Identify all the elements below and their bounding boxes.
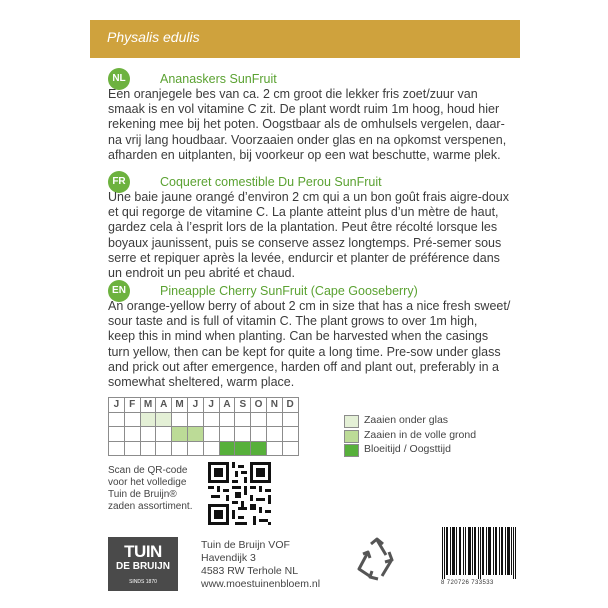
calendar-cell <box>251 441 267 456</box>
nl-line: smaak is en vol vitamine C zit. De plant wordt ruim 1m hoog, houd hier <box>108 102 500 117</box>
calendar-cell <box>187 441 203 456</box>
calendar-cell <box>282 427 298 442</box>
fr-line: et qui regorge de vitamine C. La plante atteint plus d’un mètre de haut, <box>108 205 499 220</box>
calendar-cell <box>282 441 298 456</box>
fr-title: Coqueret comestible Du Perou SunFruit <box>160 175 382 189</box>
legend-label: Bloeitijd / Oogsttijd <box>364 443 451 455</box>
latin-name: Physalis edulis <box>107 29 200 45</box>
en-description <box>108 299 522 390</box>
month-cell: J <box>109 398 125 413</box>
nl-line: afharden en uitplanten, bij voorkeur op een wat beschutte, warme plek. <box>108 147 501 162</box>
calendar-cell <box>219 427 235 442</box>
scan-line: Tuin de Bruijn® <box>108 489 177 500</box>
calendar-row <box>109 441 299 456</box>
fr-line: gardez cela à l’esprit lors de la plantation. Peut être récolté lorsque les <box>108 220 498 235</box>
scan-line: Scan de QR-code <box>108 465 188 476</box>
calendar-months-row <box>109 398 299 413</box>
fr-line: Une baie jaune orangé d’environ 2 cm qui a un bon goût frais aigre-doux <box>108 190 509 204</box>
month-cell: D <box>282 398 298 413</box>
nl-line: Een oranjegele bes van ca. 2 cm groot die lekker fris zoet/zuur van <box>108 87 478 101</box>
calendar-cell <box>219 412 235 427</box>
calendar-row <box>109 427 299 442</box>
calendar-cell <box>235 412 251 427</box>
logo-line-2: DE BRUIJN <box>116 561 170 572</box>
month-cell: F <box>124 398 140 413</box>
fr-line: boyaux jaunissent, puis se conserve assez longtemps. Pré-semer sous <box>108 235 502 250</box>
en-badge: EN <box>108 280 130 302</box>
barcode-icon <box>440 527 518 579</box>
en-line: An orange-yellow berry of about 2 cm in size that has a nice fresh sweet/ <box>108 299 511 313</box>
website-link[interactable]: www.moestuinenbloem.nl <box>201 578 321 590</box>
calendar-cell <box>156 427 172 442</box>
calendar-cell <box>235 441 251 456</box>
en-line: keep this in mind when planting. Can be harvested when the casings <box>108 329 489 344</box>
calendar-cell <box>251 427 267 442</box>
legend-label: Zaaien onder glas <box>364 414 449 426</box>
en-line: and prick out after emergence, harden off and plant out, preferably in a <box>108 359 499 374</box>
calendar-cell <box>203 441 219 456</box>
scan-line: zaden assortiment. <box>108 501 193 512</box>
month-cell: A <box>156 398 172 413</box>
legend-swatch <box>344 430 359 443</box>
legend-swatch <box>344 444 359 457</box>
month-cell: M <box>172 398 188 413</box>
calendar-cell <box>140 427 156 442</box>
company-address <box>201 539 320 591</box>
calendar-cell <box>124 441 140 456</box>
calendar-cell <box>124 427 140 442</box>
calendar-cell <box>140 412 156 427</box>
calendar-cell <box>266 427 282 442</box>
calendar-cell <box>203 427 219 442</box>
month-cell: A <box>219 398 235 413</box>
calendar-cell <box>187 427 203 442</box>
calendar-row <box>109 412 299 427</box>
calendar-cell <box>251 412 267 427</box>
month-cell: M <box>140 398 156 413</box>
calendar-cell <box>235 427 251 442</box>
logo-line-1: TUIN <box>124 542 162 561</box>
calendar-cell <box>187 412 203 427</box>
calendar-cell <box>172 427 188 442</box>
address-line: Tuin de Bruijn VOF <box>201 539 290 551</box>
address-line: Havendijk 3 <box>201 552 256 564</box>
nl-line: rekening mee bij het poten. Oogstbaar als de omhulsels vergelen, daar- <box>108 117 505 132</box>
calendar-cell <box>109 441 125 456</box>
barcode-number: 8 720726 733533 <box>441 580 494 586</box>
fr-line: un endroit un peu abrité et chaud. <box>108 266 295 281</box>
nl-title: Ananaskers SunFruit <box>160 72 277 86</box>
sowing-calendar <box>108 397 299 456</box>
nl-badge: NL <box>108 68 130 90</box>
fr-badge: FR <box>108 171 130 193</box>
month-cell: S <box>235 398 251 413</box>
calendar-cell <box>266 412 282 427</box>
fr-description <box>108 190 522 281</box>
tuin-de-bruijn-logo <box>108 537 178 591</box>
calendar-cell <box>124 412 140 427</box>
calendar-cell <box>140 441 156 456</box>
calendar-cell <box>219 441 235 456</box>
legend-swatch <box>344 415 359 428</box>
address-line: 4583 RW Terhole NL <box>201 565 299 577</box>
en-title: Pineapple Cherry SunFruit (Cape Gooseberry) <box>160 284 418 298</box>
legend-label: Zaaien in de volle grond <box>364 428 477 441</box>
calendar-cell <box>156 441 172 456</box>
month-cell: J <box>187 398 203 413</box>
qr-code-icon[interactable] <box>208 462 271 525</box>
calendar-cell <box>172 441 188 456</box>
logo-line-3: SINDS 1870 <box>129 579 157 585</box>
month-cell: N <box>266 398 282 413</box>
qr-instructions <box>108 465 193 513</box>
species-header <box>90 20 520 58</box>
recycle-icon <box>354 536 400 582</box>
month-cell: O <box>251 398 267 413</box>
en-line: sour taste and is full of vitamin C. The plant grows to over 1m high, <box>108 314 478 329</box>
nl-line: na vrij lang houdbaar. Voorzaaien onder glas en na opkomst verspenen, <box>108 132 507 147</box>
calendar-cell <box>266 441 282 456</box>
calendar-cell <box>282 412 298 427</box>
calendar-cell <box>172 412 188 427</box>
nl-description <box>108 87 522 163</box>
fr-line: serre et repiquer après la levée, endurcir et planter de préférence dans <box>108 250 500 265</box>
en-line: turn yellow, then can be kept for quite a long time. Pre-sow under glass <box>108 344 501 359</box>
month-cell: J <box>203 398 219 413</box>
en-line: somewhat sheltered, warm place. <box>108 375 295 390</box>
calendar-cell <box>156 412 172 427</box>
calendar-cell <box>109 427 125 442</box>
scan-line: voor het volledige <box>108 477 187 488</box>
calendar-cell <box>203 412 219 427</box>
calendar-cell <box>109 412 125 427</box>
